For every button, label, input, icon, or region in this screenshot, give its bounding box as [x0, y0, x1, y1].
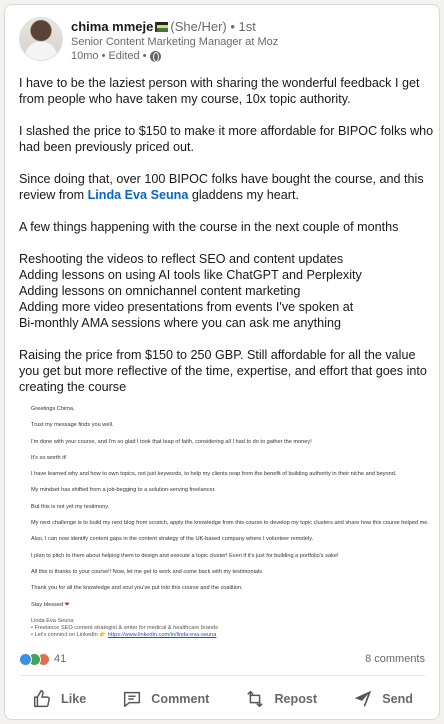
post-paragraph	[19, 171, 439, 203]
image-text-line	[31, 602, 439, 609]
image-text-line: I'm done with your course, and I'm so glad I took that leap of faith, considering all I had to do to gather the money!	[31, 438, 312, 445]
post-timestamp	[71, 49, 425, 63]
image-text-line: Trust my message finds you well.	[31, 422, 114, 429]
image-text-line: My mindset has shifted from a job-begging to a solution-serving freelancer.	[31, 487, 216, 494]
image-text-line: It's so worth it!	[31, 454, 67, 461]
post-text-segment: Since doing that, over 100 BIPOC folks have bought the course, and this review from	[19, 172, 424, 202]
post-paragraph: I slashed the price to $150 to make it more affordable for BIPOC folks who had been previously priced out.	[19, 124, 434, 154]
image-text-line: All this is thanks to your course!! Now, let me get to work and come back with my testimonials.	[31, 568, 264, 575]
social-counts	[19, 651, 425, 667]
post-text-segment: gladdens my heart.	[188, 188, 299, 202]
post-header	[19, 17, 425, 69]
post-paragraph: Raising the price from $150 to 250 GBP. Still affordable for all the value you get but more reflective of the time, expertise, and effort that goes into creating the course	[19, 348, 427, 394]
signature-line: • Freelance SEO content strategist & writer for medical & healthcare brands	[31, 624, 218, 631]
author-headline: Senior Content Marketing Manager at Moz	[71, 36, 279, 48]
image-text-line: Greetings Chima,	[31, 406, 75, 412]
list-item: Reshooting the videos to reflect SEO and content updates	[19, 252, 344, 266]
image-text-line: My next challenge is to build my next blog from scratch, apply the knowledge from this course to develop my topic clusters and share how this course helped me.	[31, 520, 429, 527]
divider	[19, 675, 425, 676]
comment-icon	[121, 688, 143, 710]
connection-degree: • 1st	[230, 19, 256, 34]
like-reaction-icon[interactable]	[19, 653, 32, 666]
image-text-line: I have learned why and how to own topics, not just keywords, to help my clients reap from the benefit of building authority in their niche and beyond.	[31, 471, 397, 478]
post-image[interactable]	[5, 398, 439, 646]
comment-label: Comment	[151, 692, 210, 706]
signature-name: Linda Eva Seuna	[31, 617, 74, 624]
author-avatar[interactable]	[19, 17, 63, 61]
author-pronouns: (She/Her)	[170, 19, 227, 34]
signature-line	[31, 632, 439, 639]
author-name[interactable]: chima mmeje	[71, 19, 154, 34]
closing-text: Stay blessed	[31, 601, 64, 608]
heart-icon: ❤	[64, 601, 70, 608]
thumbs-up-icon	[31, 688, 53, 710]
mention-link[interactable]: Linda Eva Seuna	[87, 188, 189, 202]
post-body	[19, 75, 439, 395]
image-text-line: Thank you for all the knowledge and soul you've put into this course and the coalition.	[31, 585, 243, 592]
repost-button[interactable]	[232, 682, 329, 716]
action-bar	[19, 681, 425, 717]
pointing-hand-icon: 👉	[99, 631, 107, 638]
signature-link: https://www.linkedin.com/in/linda-eva-seuna	[107, 631, 217, 638]
repost-label: Repost	[274, 692, 318, 706]
flag-icon	[155, 22, 168, 32]
like-label: Like	[61, 692, 87, 706]
author-meta	[71, 18, 425, 63]
send-icon	[352, 688, 374, 710]
send-label: Send	[382, 692, 413, 706]
image-text-line: But this is not yet my testimony.	[31, 503, 110, 510]
image-text-line: Also, I can now identify content gaps in the content strategy of the UK-based company where I volunteer remotely.	[31, 536, 314, 543]
post-paragraph: I have to be the laziest person with sharing the wonderful feedback I get from people who have taken my course, 10x topic authority.	[19, 76, 420, 106]
like-button[interactable]	[19, 682, 98, 716]
comment-button[interactable]	[109, 682, 221, 716]
post-paragraph: A few things happening with the course in the next couple of months	[19, 220, 399, 234]
list-item: Bi-monthly AMA sessions where you can ask me anything	[19, 316, 341, 330]
author-name-line	[71, 18, 425, 35]
list-item: Adding lessons on omnichannel content marketing	[19, 284, 301, 298]
post-time: 10mo •	[71, 50, 106, 62]
post-edited: Edited •	[108, 50, 147, 62]
reaction-count[interactable]: 41	[54, 653, 67, 665]
post-card	[4, 4, 440, 720]
signature-prefix: • Let's connect on LinkedIn	[31, 631, 98, 638]
repost-icon	[244, 688, 266, 710]
send-button[interactable]	[340, 682, 425, 716]
globe-icon	[150, 51, 161, 62]
image-text-line: I plan to pitch to them about helping them to design and execute a topic cluster! Even if it's just for building a portfolio's sake!	[31, 552, 339, 559]
comments-count[interactable]: 8 comments	[365, 653, 425, 665]
list-item: Adding more video presentations from events I've spoken at	[19, 300, 354, 314]
list-item: Adding lessons on using AI tools like ChatGPT and Perplexity	[19, 268, 362, 282]
